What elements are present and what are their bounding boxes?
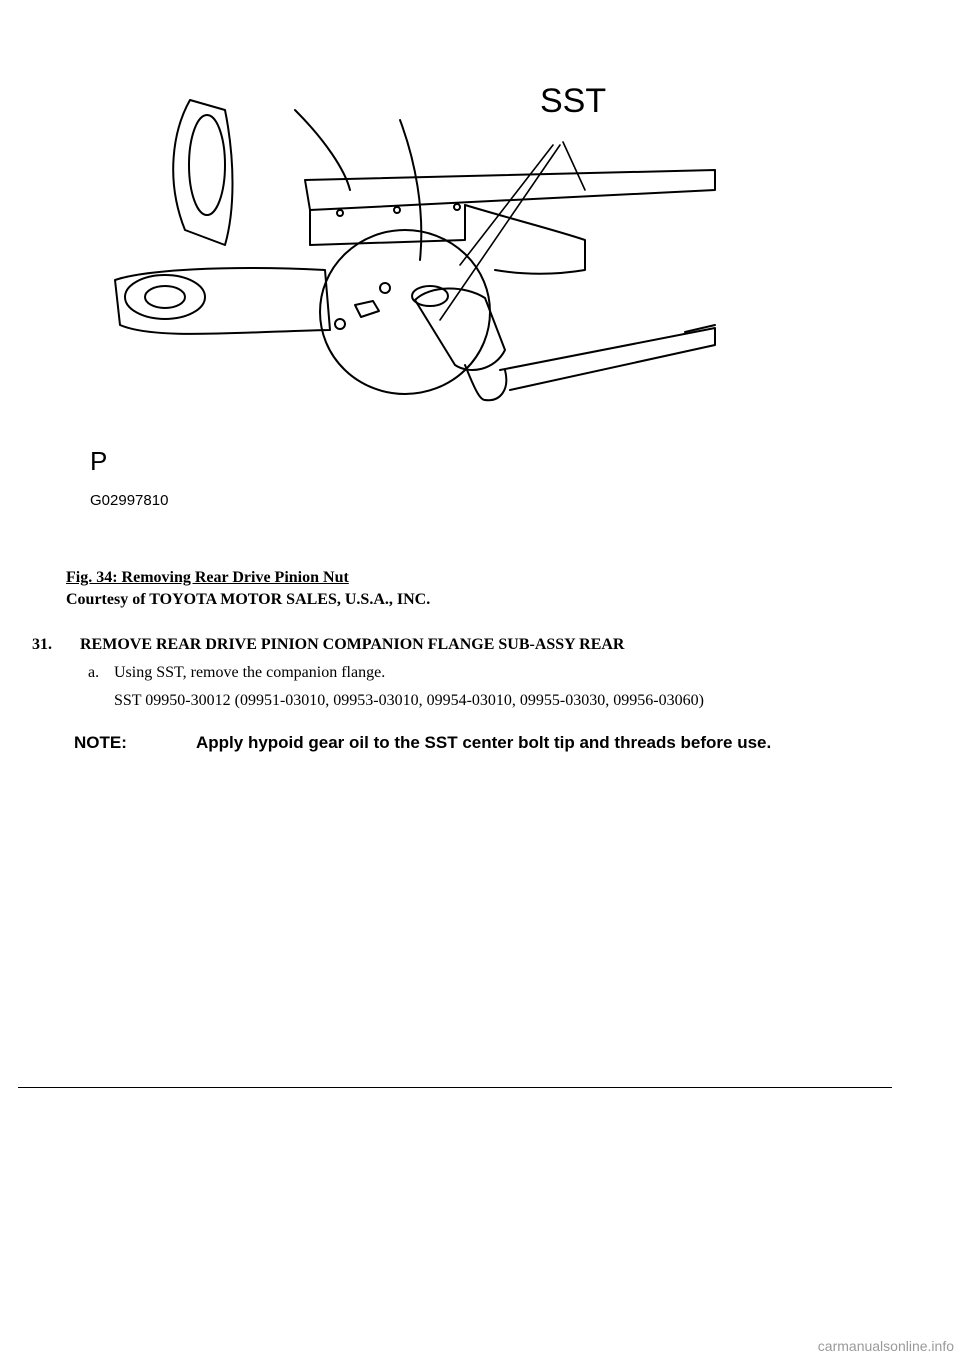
figure-code: G02997810 (90, 492, 169, 509)
substep-text: Using SST, remove the companion flange. (114, 664, 386, 681)
note-label: NOTE: (74, 733, 127, 752)
sst-callout-label: SST (540, 82, 607, 120)
watermark: carmanualsonline.info (817, 1338, 954, 1354)
step-number: 31. (32, 636, 52, 653)
page-divider (18, 1087, 892, 1088)
figure-caption-link[interactable]: Fig. 34: Removing Rear Drive Pinion Nut (66, 569, 349, 586)
note-text: Apply hypoid gear oil to the SST center bolt tip and threads before use. (196, 733, 772, 752)
view-label: P (90, 446, 108, 476)
sst-part-numbers: SST 09950-30012 (09951-03010, 09953-03010, 09954-03010, 09955-03030, 09956-03060) (114, 692, 704, 709)
figure-illustration (85, 70, 735, 530)
step-title: REMOVE REAR DRIVE PINION COMPANION FLANGE SUB-ASSY REAR (80, 636, 625, 653)
figure-courtesy: Courtesy of TOYOTA MOTOR SALES, U.S.A., INC. (66, 591, 431, 608)
substep-letter: a. (88, 664, 100, 681)
